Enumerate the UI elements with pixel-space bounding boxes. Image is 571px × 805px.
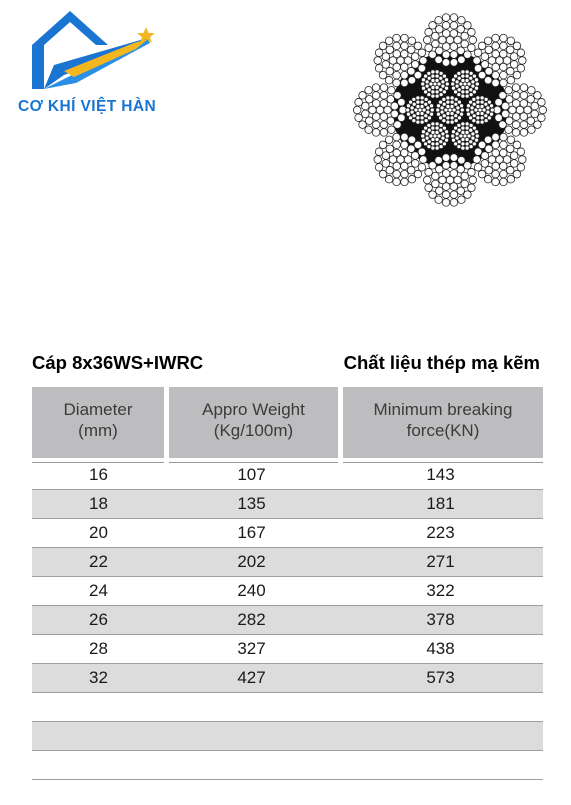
table-row-empty bbox=[32, 693, 543, 722]
table-row: 28 327 438 bbox=[32, 635, 543, 664]
brand-logo bbox=[18, 5, 168, 117]
table-row: 22 202 271 bbox=[32, 548, 543, 577]
wire-rope-cross-section-image bbox=[350, 10, 550, 210]
table-row: 32 427 573 bbox=[32, 664, 543, 693]
table-row-empty bbox=[32, 722, 543, 751]
column-header-diameter: Diameter (mm) bbox=[32, 387, 164, 460]
table-row: 16 107 143 bbox=[32, 461, 543, 490]
table-row: 20 167 223 bbox=[32, 519, 543, 548]
table-row: 26 282 378 bbox=[32, 606, 543, 635]
brand-name: CƠ KHÍ VIỆT HÀN bbox=[18, 98, 157, 115]
table-row: 24 240 322 bbox=[32, 577, 543, 606]
column-header-breaking-force: Minimum breaking force(KN) bbox=[343, 387, 543, 460]
table-row-empty bbox=[32, 751, 543, 780]
table-row: 18 135 181 bbox=[32, 490, 543, 519]
product-material: Chất liệu thép mạ kẽm bbox=[343, 352, 540, 373]
product-title: Cáp 8x36WS+IWRC bbox=[32, 352, 204, 373]
house-arrow-icon bbox=[24, 5, 164, 97]
column-header-weight: Appro Weight (Kg/100m) bbox=[169, 387, 338, 460]
spec-table bbox=[32, 461, 543, 780]
